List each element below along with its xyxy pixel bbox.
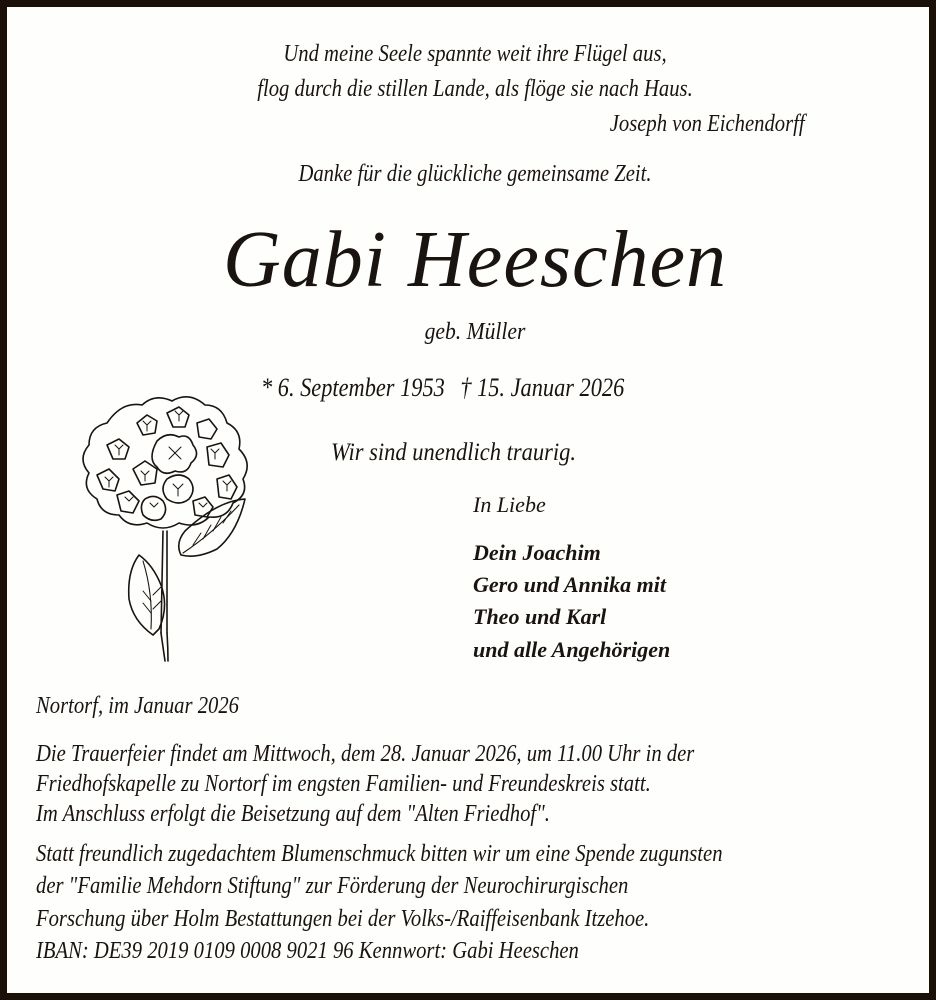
details-line-6: Forschung über Holm Bestattungen bei der Volks-/Raiffeisenbank Itzehoe.: [36, 906, 650, 932]
details-line-4: Statt freundlich zugedachtem Blumenschmuck bitten wir um eine Spende zugunsten: [36, 841, 723, 867]
iban-line: IBAN: DE39 2019 0109 0008 9021 96 Kennwort: Gabi Heeschen: [36, 938, 579, 964]
thanks-line: Danke für die glückliche gemeinsame Zeit.: [298, 161, 652, 187]
quote-line-2: flog durch die stillen Lande, als flöge sie nach Haus.: [257, 76, 693, 102]
details-line-3: Im Anschluss erfolgt die Beisetzung auf dem "Alten Friedhof".: [36, 801, 550, 827]
mourner-2: Gero und Annika mit: [473, 572, 666, 597]
birth-date: * 6. September 1953: [261, 373, 445, 402]
mourner-4: und alle Angehörigen: [473, 637, 671, 662]
details-line-1: Die Trauerfeier findet am Mittwoch, dem 28. Januar 2026, um 11.00 Uhr in der: [36, 741, 695, 767]
maiden-name: geb. Müller: [424, 319, 526, 345]
quote-author: Joseph von Eichendorff: [610, 111, 805, 137]
hydrangea-icon: [67, 383, 257, 665]
quote-line-1: Und meine Seele spannte weit ihre Flügel aus,: [283, 41, 667, 67]
details-line-5: der "Familie Mehdorn Stiftung" zur Förderung der Neurochirurgischen: [36, 873, 629, 899]
details-line-2: Friedhofskapelle zu Nortorf im engsten Familien- und Freundeskreis statt.: [36, 771, 651, 797]
death-date: † 15. Januar 2026: [460, 373, 625, 402]
sorrow-line: Wir sind unendlich traurig.: [331, 439, 577, 466]
deceased-name: Gabi Heeschen: [223, 216, 727, 304]
place-date: Nortorf, im Januar 2026: [36, 693, 239, 719]
closing-line: In Liebe: [473, 492, 546, 517]
mourner-1: Dein Joachim: [473, 540, 601, 565]
mourner-3: Theo und Karl: [473, 604, 607, 629]
life-dates: [261, 373, 624, 403]
